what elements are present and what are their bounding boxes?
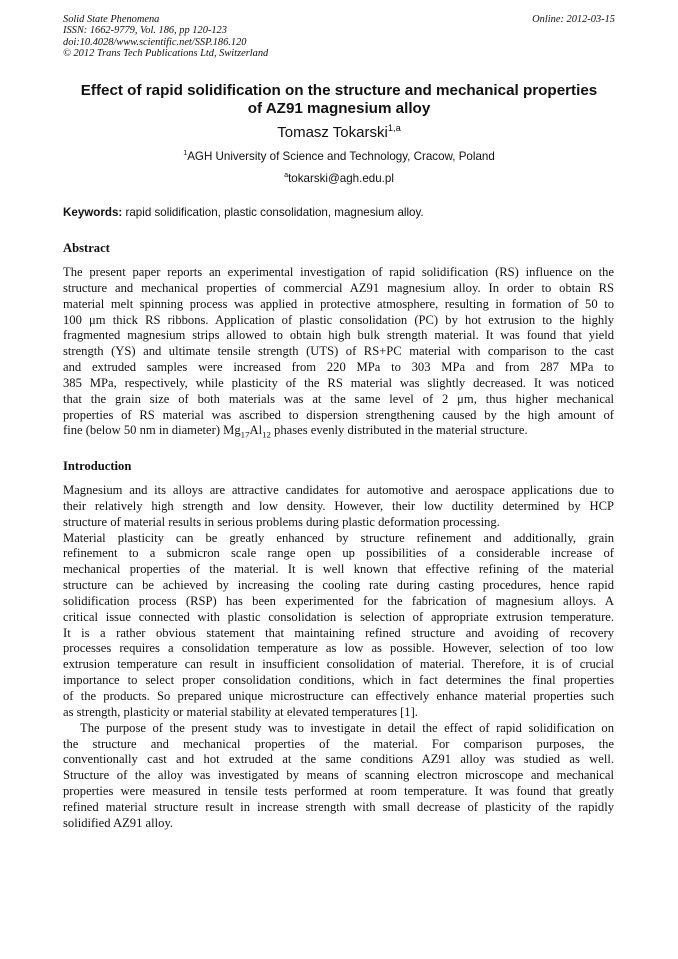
abstract-line: properties of RS material was ascribed to dispersion strengthening caused by the high amount of: [63, 407, 614, 422]
intro-line: of the products. So prepared unique microstructure can effectively enhance material properties such: [63, 688, 614, 703]
journal-doi: doi:10.4028/www.scientific.net/SSP.186.120: [63, 36, 247, 48]
intro-line: conventionally cast and hot extruded at the same conditions AZ91 alloy was studied as well.: [63, 752, 614, 767]
intro-line: solidified AZ91 alloy.: [63, 815, 174, 830]
intro-line: It is a rather obvious statement that maintaining refined structure and avoiding of recovery: [63, 625, 614, 640]
intro-line: processes requires a consolidation temperature as low as possible. However, selection of too low: [63, 641, 614, 656]
abstract-line: 100 μm thick RS ribbons. Application of plastic consolidation (PC) by hot extrusion to the highly: [63, 312, 614, 327]
abstract-line: structure and mechanical properties of commercial AZ91 magnesium alloy. In order to obtain RS: [63, 280, 614, 295]
abstract-body: [63, 265, 614, 439]
email-sup: a: [284, 170, 289, 180]
abstract-line: and extruded samples were increased from 220 MPa to 303 MPa and from 287 MPa to: [63, 360, 614, 375]
title-line-1: Effect of rapid solidification on the structure and mechanical properties: [80, 82, 598, 99]
abstract-sub-12: 12: [262, 429, 271, 440]
intro-line: structure of material results in serious problems during plastic deformation processing.: [63, 514, 500, 529]
intro-line: critical issue connected with plastic consolidation is selection of appropriate extrusion temperature.: [63, 609, 614, 624]
intro-line: solidification process (RSP) has been experimented for the fabrication of magnesium alloys. A: [63, 593, 614, 608]
intro-line: the structure and mechanical properties of the material. For comparison purposes, the: [63, 736, 614, 751]
author-email: [40, 171, 638, 186]
intro-line: importance to select proper consolidation conditions, which in fact determines the final properties: [63, 673, 614, 688]
intro-line: as strength, plasticity or material stability at elevated temperatures [1].: [63, 704, 418, 719]
keywords-text: rapid solidification, plastic consolidation, magnesium alloy.: [122, 206, 424, 219]
journal-copyright: © 2012 Trans Tech Publications Ltd, Switzerland: [63, 48, 269, 60]
keywords: [63, 205, 424, 220]
affiliation-sup: 1: [183, 148, 188, 158]
abstract-line: material melt spinning process was applied in protective atmosphere, resulting in formation of 50 to: [63, 296, 614, 311]
abstract-sub-17: 17: [240, 429, 250, 440]
affiliation-text: AGH University of Science and Technology, Cracow, Poland: [187, 150, 495, 163]
abstract-last-mid: Al: [249, 423, 263, 438]
abstract-line: 385 MPa, respectively, while plasticity of the RS material was slightly decreased. It was noticed: [63, 375, 614, 390]
abstract-last-line: [63, 423, 614, 439]
journal-issn: ISSN: 1662-9779, Vol. 186, pp 120-123: [63, 25, 227, 37]
intro-line: Structure of the alloy was investigated by means of scanning electron microscope and mechanical: [63, 768, 614, 783]
abstract-last-pre: fine (below 50 nm in diameter) Mg: [63, 423, 241, 438]
introduction-body: [63, 483, 614, 832]
paper-title: [40, 82, 638, 118]
abstract-last-post: phases evenly distributed in the material structure.: [270, 423, 528, 438]
intro-line: The purpose of the present study was to investigate in detail the effect of rapid solidification on: [80, 720, 614, 735]
journal-header: [63, 14, 268, 60]
intro-line: properties were measured in tensile tests performed at room temperature. It was found that greatly: [63, 784, 614, 799]
intro-line: mechanical properties of the material. It is well known that effective refining of the material: [63, 562, 614, 577]
intro-line: their relatively high strength and low density. However, their low ductility determined by HCP: [63, 498, 614, 513]
author-sup: 1,a: [387, 123, 401, 133]
introduction-heading: Introduction: [63, 459, 132, 473]
intro-line: extrusion temperature can result in insufficient consolidation of material. Therefore, it is of crucial: [63, 657, 614, 672]
email-text: tokarski@agh.edu.pl: [288, 172, 394, 185]
abstract-line: strength (YS) and ultimate tensile strength (UTS) of RS+PC material with comparison to the cast: [63, 344, 614, 359]
abstract-line: that the grain size of both materials was at the same level of 2 μm, thus higher mechanical: [63, 391, 614, 406]
keywords-label: Keywords:: [63, 206, 123, 219]
abstract-line: The present paper reports an experimental investigation of rapid solidification (RS) influence on the: [63, 265, 614, 279]
intro-line: Material plasticity can be greatly enhanced by structure refinement and additionally, grain: [63, 530, 614, 545]
abstract-heading: Abstract: [63, 241, 110, 255]
intro-line: refinement to a submicron scale range open up possibilities of a considerable increase of: [63, 546, 614, 561]
author: [40, 124, 638, 142]
journal-name: Solid State Phenomena: [63, 14, 160, 25]
intro-line: Magnesium and its alloys are attractive candidates for automotive and aerospace applications due to: [63, 483, 614, 497]
author-name: Tomasz Tokarski: [277, 124, 388, 141]
abstract-line: fragmented magnesium strips allowed to obtain high bulk strength material. It was found that yield: [63, 328, 614, 343]
online-date: Online: 2012-03-15: [532, 14, 615, 25]
intro-line: structure can be achieved by increasing the cooling rate during casting procedures, hence rapid: [63, 578, 614, 593]
affiliation: [40, 149, 638, 164]
intro-line: refined material structure result in increase strength with small decrease of plasticity of the rapidly: [63, 799, 614, 814]
title-line-2: of AZ91 magnesium alloy: [247, 100, 431, 117]
